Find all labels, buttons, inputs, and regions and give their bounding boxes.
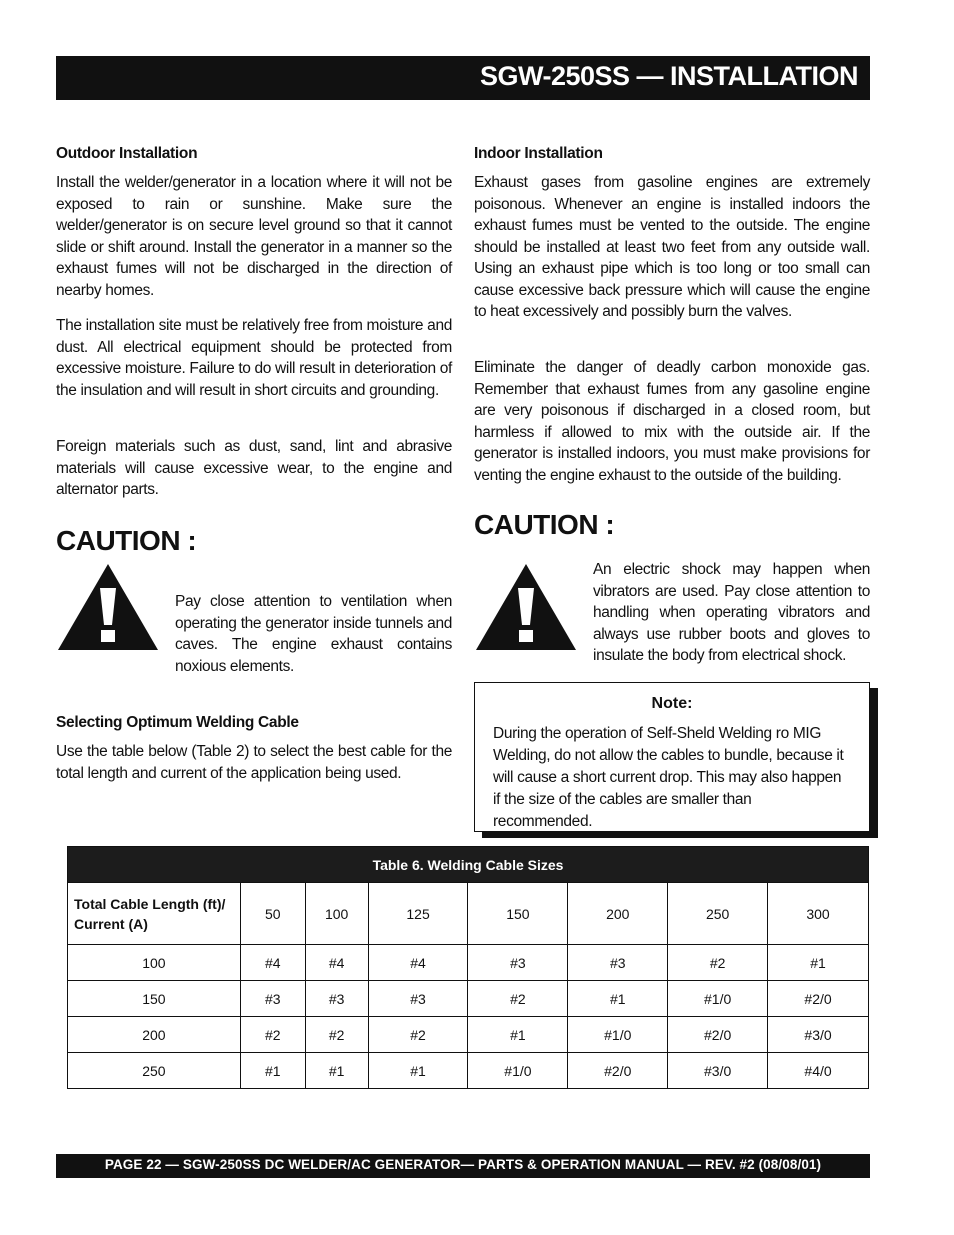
size-cell: #4: [240, 945, 305, 981]
size-cell: #3: [468, 945, 568, 981]
page-header-bar: [56, 56, 870, 100]
size-cell: #2: [240, 1017, 305, 1053]
note-title: Note:: [651, 695, 693, 712]
length-header: 150: [468, 883, 568, 945]
size-cell: #4/0: [768, 1053, 869, 1089]
size-cell: #1: [240, 1053, 305, 1089]
length-header: 250: [668, 883, 768, 945]
size-cell: #3: [240, 981, 305, 1017]
size-cell: #2/0: [768, 981, 869, 1017]
size-cell: #1/0: [568, 1017, 668, 1053]
size-cell: #1: [568, 981, 668, 1017]
size-cell: #2: [468, 981, 568, 1017]
length-header: 100: [305, 883, 368, 945]
welding-cable-table: [67, 846, 869, 1089]
size-cell: #4: [305, 945, 368, 981]
table-caption: Table 6. Welding Cable Sizes: [68, 847, 869, 883]
size-cell: #1: [768, 945, 869, 981]
indoor-installation-heading: Indoor Installation: [474, 145, 603, 162]
indoor-paragraph-1: Exhaust gases from gasoline engines are extremely poisonous. Whenever an engine is installed indoors the exhaust fumes must be vented to the outside. The engine should be installed at least two feet from any outside wall. Using an exhaust pipe which is too long or too small can cause excessive back pressure which will cause the engine to heat excessively and possibly burn the valves.: [474, 174, 870, 320]
length-header: 300: [768, 883, 869, 945]
caution-text-left: Pay close attention to ventilation when operating the generator inside tunnels and caves. The engine exhaust contains noxious elements.: [175, 593, 452, 675]
size-cell: #1: [305, 1053, 368, 1089]
size-cell: #3: [368, 981, 468, 1017]
outdoor-paragraph-3: Foreign materials such as dust, sand, lint and abrasive materials will cause excessive wear, to the engine and alternator parts.: [56, 438, 452, 498]
size-cell: #1: [368, 1053, 468, 1089]
table-row: [68, 1053, 869, 1089]
outdoor-paragraph-2: The installation site must be relatively free from moisture and dust. All electrical equipment should be protected from excessive moisture. Failure to do will result in deterioration of the insulation and will result in short circuits and grounding.: [56, 317, 452, 399]
size-cell: #1: [468, 1017, 568, 1053]
current-cell: 150: [68, 981, 241, 1017]
size-cell: #1/0: [668, 981, 768, 1017]
length-header: 125: [368, 883, 468, 945]
size-cell: #3/0: [768, 1017, 869, 1053]
size-cell: #3: [568, 945, 668, 981]
note-text: During the operation of Self-Sheld Welding ro MIG Welding, do not allow the cables to bundle, because it will cause a short current drop. This may also happen if the size of the cables are smaller than recommended.: [493, 725, 844, 830]
selecting-cable-heading: Selecting Optimum Welding Cable: [56, 714, 299, 731]
size-cell: #3/0: [668, 1053, 768, 1089]
table-row: [68, 945, 869, 981]
selecting-cable-paragraph: Use the table below (Table 2) to select the best cable for the total length and current of the application being used.: [56, 743, 452, 782]
size-cell: #3: [305, 981, 368, 1017]
warning-triangle-icon: [56, 562, 160, 652]
indoor-paragraph-2: Eliminate the danger of deadly carbon monoxide gas. Remember that exhaust fumes from any gasoline engine are very poisonous if discharged in a closed room, but harmless if allowed to mix with the outside air. If the generator is installed indoors, you must make provisions for venting the engine exhaust to the outside of the building.: [474, 359, 870, 484]
length-header: 50: [240, 883, 305, 945]
size-cell: #2/0: [668, 1017, 768, 1053]
page-footer-text: PAGE 22 — SGW-250SS DC WELDER/AC GENERATOR— PARTS & OPERATION MANUAL — REV. #2 (08/08/01): [104, 1157, 822, 1172]
size-cell: #2: [305, 1017, 368, 1053]
size-cell: #2: [668, 945, 768, 981]
page-title: SGW-250SS — INSTALLATION: [480, 61, 858, 91]
table-header-row: [68, 883, 869, 945]
size-cell: #4: [368, 945, 468, 981]
warning-triangle-icon: [474, 562, 578, 652]
table-row: [68, 1017, 869, 1053]
table-header-label: Total Cable Length (ft)/ Current (A): [68, 883, 241, 945]
current-cell: 200: [68, 1017, 241, 1053]
caution-heading-left: CAUTION :: [56, 525, 197, 556]
size-cell: #2/0: [568, 1053, 668, 1089]
current-cell: 100: [68, 945, 241, 981]
length-header: 200: [568, 883, 668, 945]
size-cell: #1/0: [468, 1053, 568, 1089]
current-cell: 250: [68, 1053, 241, 1089]
table-row: [68, 981, 869, 1017]
caution-text-right: An electric shock may happen when vibrators are used. Pay close attention to handling when operating vibrators and always use rubber boots and gloves to insulate the body from electrical shock.: [593, 561, 870, 664]
outdoor-installation-heading: Outdoor Installation: [56, 145, 198, 162]
note-box: [474, 682, 870, 832]
page-footer-bar: [56, 1154, 870, 1178]
size-cell: #2: [368, 1017, 468, 1053]
outdoor-paragraph-1: Install the welder/generator in a location where it will not be exposed to rain or sunshine. Make sure the welder/generator is on secure level ground so that it cannot slide or shift around. Install the generator in a manner so the exhaust fumes will not be discharged in the direction of nearby homes.: [56, 174, 452, 299]
caution-heading-right: CAUTION :: [474, 509, 615, 540]
